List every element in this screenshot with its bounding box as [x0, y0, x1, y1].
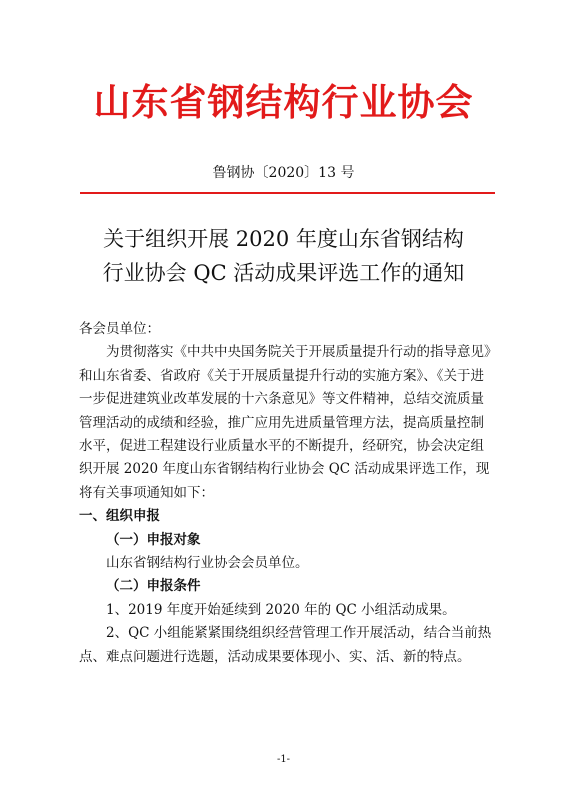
subsection-heading-1: （一）申报对象 [106, 531, 201, 548]
notice-title-line-2: 行业协会 QC 活动成果评选工作的通知 [102, 261, 465, 285]
condition-item-1: 1、2019 年度开始延续到 2020 年的 QC 小组活动成果。 [106, 601, 456, 618]
notice-title [40, 222, 527, 290]
page-number: -1- [276, 754, 291, 765]
organization-title: 山东省钢结构行业协会 [93, 80, 474, 124]
red-divider-line [80, 192, 495, 194]
section-heading-1: 一、组织申报 [79, 508, 160, 525]
document-number: 鲁钢协〔2020〕13 号 [212, 165, 355, 181]
salutation: 各会员单位： [79, 321, 160, 337]
subsection-text-1: 山东省钢结构行业协会会员单位。 [106, 555, 309, 572]
subsection-heading-2: （二）申报条件 [106, 578, 201, 595]
condition-item-2: 2、QC 小组能紧紧围绕组织经营管理工作开展活动，结合当前热点、难点问题进行选题，活动成果要体现小、实、活、新的特点。 [79, 625, 492, 665]
intro-paragraph: 为贯彻落实《中共中央国务院关于开展质量提升行动的指导意见》和山东省委、省政府《关于开展质量提升行动的实施方案》、《关于进一步促进建筑业改革发展的十六条意见》等文件精神，总结交流质量管理活动的成绩和经验，推广应用先进质量管理方法，提高质量控制水平，促进工程建设行业质量水平的不断提升，经研究，协会决定组织开展 2020 年度山东省钢结构行业协会 QC 活动成果评选工作，现将有关事项通知如下： [79, 344, 491, 501]
notice-body [79, 318, 493, 669]
notice-title-line-1: 关于组织开展 2020 年度山东省钢结构 [103, 227, 464, 251]
